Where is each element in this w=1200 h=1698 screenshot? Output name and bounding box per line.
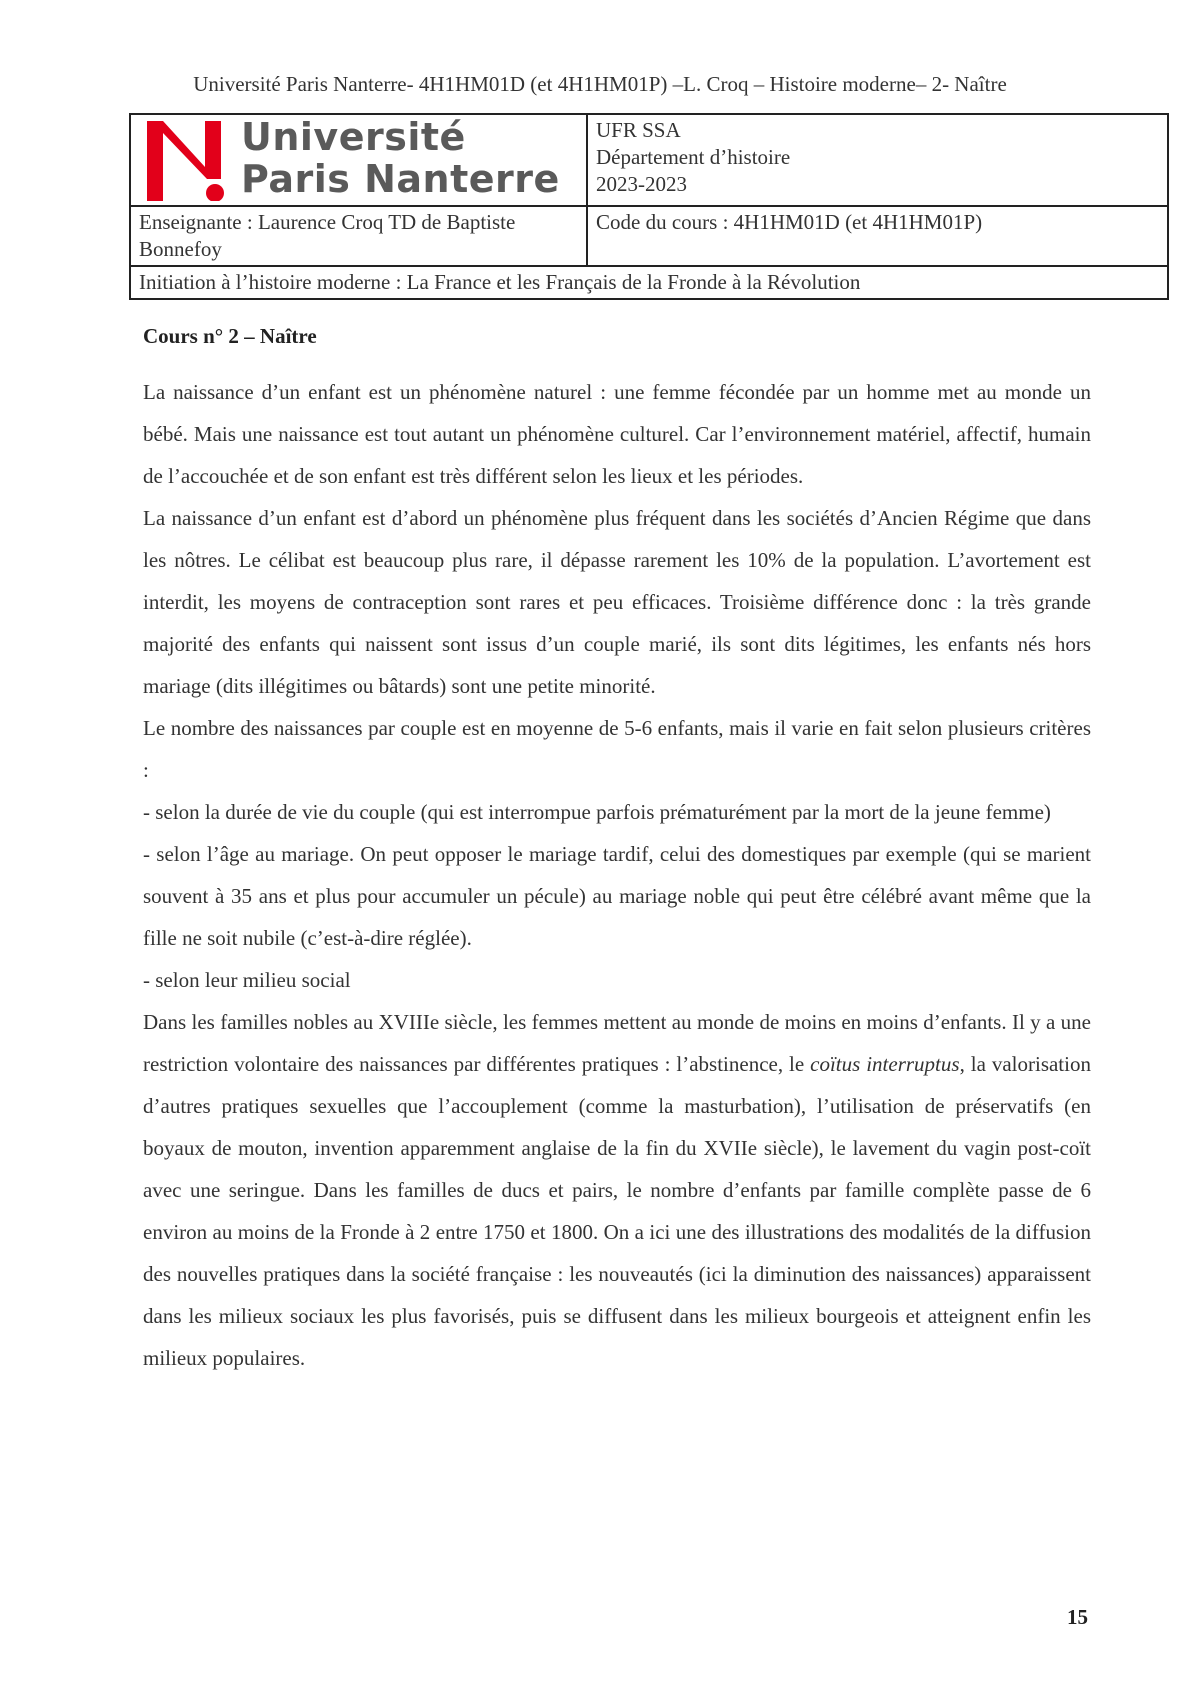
paragraph: La naissance d’un enfant est un phénomène naturel : une femme fécondée par un homme met au monde un bébé. Mais une naissance est tout autant un phénomène culturel. Car l’environnement matériel, affectif, humain de l’accouchée et de son enfant est très différent selon les lieux et les périodes. <box>143 380 1091 488</box>
text-run: Dans les familles nobles au XVIIIe siècle, les femmes mettent au monde de moins en moins d’enfants. Il y a une restriction volontaire des naissances par différentes pratiques : l’abstinence, le <box>143 1010 1091 1076</box>
year-line: 2023-2023 <box>596 172 687 196</box>
logo-word-universite: Université <box>241 115 466 159</box>
university-logo <box>131 115 586 205</box>
logo-word-paris-nanterre: Paris Nanterre <box>241 157 560 201</box>
list-item: - selon leur milieu social <box>143 968 351 992</box>
page-number: 15 <box>1067 1605 1088 1629</box>
nanterre-logo-icon <box>145 119 235 201</box>
list-item: - selon l’âge au mariage. On peut opposer le mariage tardif, celui des domestiques par exemple (qui se marient souvent à 35 ans et plus pour accumuler un pécule) au mariage noble qui peut être célébré avant même que la fille ne soit nubile (c’est-à-dire réglée). <box>143 842 1091 950</box>
running-header: Université Paris Nanterre- 4H1HM01D (et 4H1HM01P) –L. Croq – Histoire moderne– 2- Naître <box>193 72 1007 96</box>
course-code-cell: Code du cours : 4H1HM01D (et 4H1HM01P) <box>587 206 1168 266</box>
course-title: Cours n° 2 – Naître <box>143 324 317 348</box>
text-run: , la valorisation d’autres pratiques sexuelles que l’accouplement (comme la masturbation), l’utilisation de préservatifs (en boyaux de mouton, invention apparemment anglaise de la fin du XVIIe siècle), le lavement du vagin post-coït avec une seringue. Dans les familles de ducs et pairs, le nombre d’enfants par famille complète passe de 6 environ au moins de la Fronde à 2 entre 1750 et 1800. On a ici une des illustrations des modalités de la diffusion des nouvelles pratiques dans la société française : les nouveautés (ici la diminution des naissances) apparaissent dans les milieux sociaux les plus favorisés, puis se diffusent dans les milieux bourgeois et atteignent enfin les milieux populaires. <box>143 1052 1091 1370</box>
department-line: Département d’histoire <box>596 145 791 169</box>
paragraph-noble-families <box>143 1001 1091 1379</box>
paragraph: Le nombre des naissances par couple est en moyenne de 5-6 enfants, mais il varie en fait selon plusieurs critères : <box>143 716 1091 782</box>
paragraph: La naissance d’un enfant est d’abord un phénomène plus fréquent dans les sociétés d’Ancien Régime que dans les nôtres. Le célibat est beaucoup plus rare, il dépasse rarement les 10% de la population. L’avortement est interdit, les moyens de contraception sont rares et peu efficaces. Troisième différence donc : la très grande majorité des enfants qui naissent sont issus d’un couple marié, ils sont dits légitimes, les enfants nés hors mariage (dits illégitimes ou bâtards) sont une petite minorité. <box>143 506 1091 698</box>
main-content <box>143 318 1091 1379</box>
ufr-line: UFR SSA <box>596 118 681 142</box>
course-info-table <box>129 113 1169 300</box>
list-item: - selon la durée de vie du couple (qui est interrompue parfois prématurément par la mort de la jeune femme) <box>143 800 1051 824</box>
ufr-cell <box>587 114 1168 206</box>
italic-term: coïtus interruptus <box>810 1052 960 1076</box>
teacher-cell: Enseignante : Laurence Croq TD de Baptiste Bonnefoy <box>130 206 587 266</box>
course-name-cell: Initiation à l’histoire moderne : La France et les Français de la Fronde à la Révolution <box>130 266 1168 299</box>
logo-cell <box>130 114 587 206</box>
